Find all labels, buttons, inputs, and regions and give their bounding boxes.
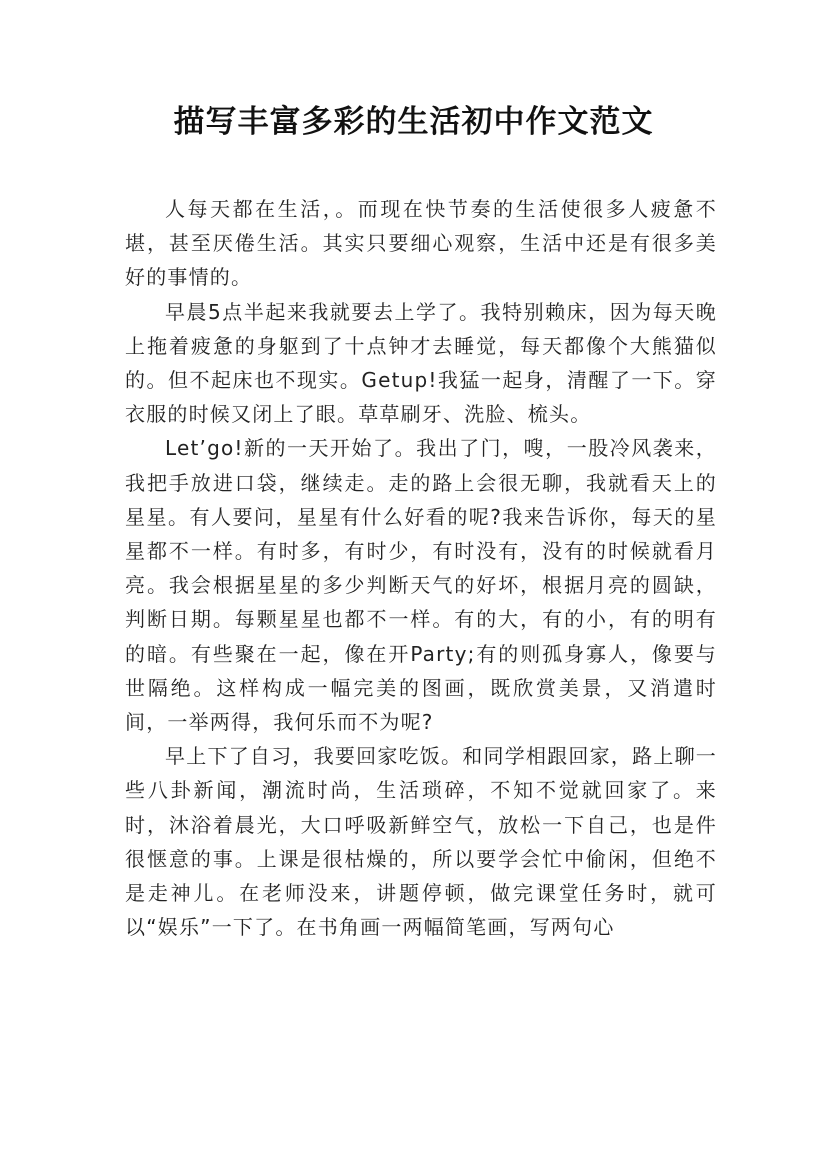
document-body: [125, 192, 717, 944]
paragraph-3: Let’go!新的一天开始了。我出了门，嗖，一股冷风袭来，我把手放进口袋，继续走。走的路上会很无聊，我就看天上的星星。有人要问，星星有什么好看的呢?我来告诉你，每天的星星都不一样。有时多，有时少，有时没有，没有的时候就看月亮。我会根据星星的多少判断天气的好坏，根据月亮的圆缺，判断日期。每颗星星也都不一样。有的大，有的小，有的明有的暗。有些聚在一起，像在开Party;有的则孤身寡人，像要与世隔绝。这样构成一幅完美的图画，既欣赏美景，又消遣时间，一举两得，我何乐而不为呢?: [125, 436, 717, 735]
document-title: 描写丰富多彩的生活初中作文范文: [173, 104, 654, 140]
paragraph-1: 人每天都在生活，。而现在快节奏的生活使很多人疲惫不堪，甚至厌倦生活。其实只要细心观察，生活中还是有很多美好的事情的。: [125, 197, 717, 290]
paragraph-4: 早上下了自习，我要回家吃饭。和同学相跟回家，路上聊一些八卦新闻，潮流时尚，生活琐碎，不知不觉就回家了。来时，沐浴着晨光，大口呼吸新鲜空气，放松一下自己，也是件很惬意的事。上课是很枯燥的，所以要学会忙中偷闲，但绝不是走神儿。在老师没来，讲题停顿，做完课堂任务时，就可以“娱乐”一下了。在书角画一两幅简笔画，写两句心: [125, 744, 717, 940]
paragraph-2: 早晨5点半起来我就要去上学了。我特别赖床，因为每天晚上拖着疲惫的身躯到了十点钟才去睡觉，每天都像个大熊猫似的。但不起床也不现实。Getup!我猛一起身，清醒了一下。穿衣服的时候又闭上了眼。草草刷牙、洗脸、梳头。: [125, 299, 717, 427]
